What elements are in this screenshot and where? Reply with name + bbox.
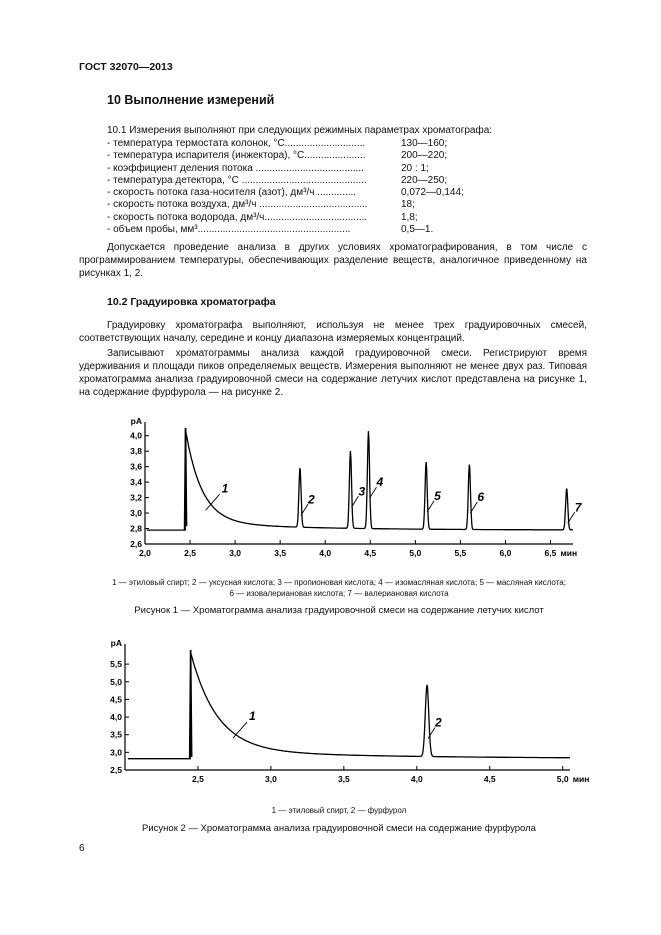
y-tick-label: 3,0 xyxy=(130,508,142,519)
x-tick-label: 3,0 xyxy=(229,548,242,558)
y-tick-label: 3,5 xyxy=(110,729,122,740)
x-tick-label: 6,0 xyxy=(499,548,512,558)
peak-label: 2 xyxy=(435,715,442,730)
param-label: - температура испарителя (инжектора), °С...................... xyxy=(107,150,366,162)
param-label: - скорость потока газа-носителя (азот), дм³/ч .............. xyxy=(107,187,357,199)
x-axis-label: мин xyxy=(572,774,590,784)
param-row xyxy=(107,186,587,198)
x-tick-label: 5,5 xyxy=(454,548,467,558)
param-value: 20 : 1; xyxy=(401,162,429,174)
param-label: - температура детектора, °С ............................................. xyxy=(107,174,367,186)
peak-label-leader xyxy=(206,494,220,510)
x-tick-label: 2,5 xyxy=(184,548,196,558)
y-tick-label: 3,8 xyxy=(130,446,142,457)
peak-label: 5 xyxy=(434,488,441,503)
peak-label: 3 xyxy=(358,484,366,499)
param-label: - коэффициент деления потока ....................................... xyxy=(107,162,364,174)
x-tick-label: 2,0 xyxy=(139,548,151,558)
param-value: 130—160; xyxy=(401,138,448,149)
param-value: 220—250; xyxy=(401,174,448,186)
y-tick-label: 2,8 xyxy=(130,523,142,534)
peak-1-spike-fall xyxy=(191,650,192,757)
figure1-legend-line2: 6 — изовалериановая кислота; 7 — валериановая кислота xyxy=(229,589,449,598)
x-tick-label: 3,5 xyxy=(337,774,350,784)
peak-label: 7 xyxy=(574,500,582,515)
param-label: - объем пробы, мм³....................................................... xyxy=(107,224,351,236)
param-row xyxy=(107,149,587,161)
x-tick-label: 4,0 xyxy=(410,774,423,784)
x-axis-label: мин xyxy=(560,548,578,558)
param-row xyxy=(107,223,587,235)
param-row xyxy=(107,162,587,174)
peak-1-spike-fall xyxy=(186,428,187,526)
paragraph-calibration: Градуировку хроматографа выполняют, используя не менее трех градуировочных смесей, соответствующих началу, середине и концу диапазона измеряемых концентраций. xyxy=(79,320,587,344)
y-tick-label: 2,6 xyxy=(130,539,142,549)
params-list xyxy=(107,124,587,235)
y-tick-label: 3,6 xyxy=(130,461,142,472)
x-tick-label: 5,0 xyxy=(556,774,569,784)
param-row xyxy=(107,211,587,223)
params-note: Допускается проведение анализа в других условиях хроматографирования, в том числе с программированием температуры, обеспечивающих разделение веществ, аналогичное приведенному на рисунках 1, 2. xyxy=(79,242,587,279)
peak-label: 1 xyxy=(249,709,256,724)
param-value: 200—220; xyxy=(401,150,448,162)
x-tick-label: 3,5 xyxy=(274,548,287,558)
y-axis-label: pA xyxy=(110,640,122,648)
x-tick-label: 4,0 xyxy=(319,548,332,558)
x-tick-label: 4,5 xyxy=(364,548,377,558)
y-tick-label: 4,0 xyxy=(130,430,142,441)
y-tick-label: 4,0 xyxy=(110,712,122,723)
y-axis-label: pA xyxy=(130,418,142,426)
y-tick-label: 3,0 xyxy=(110,747,122,758)
y-tick-label: 5,0 xyxy=(110,676,122,687)
chromatogram-trace xyxy=(128,653,570,759)
x-tick-label: 5,0 xyxy=(409,548,422,558)
peak-label-leader xyxy=(233,722,247,738)
y-tick-label: 3,2 xyxy=(130,492,142,503)
peak-label: 1 xyxy=(221,481,229,496)
param-row xyxy=(107,198,587,210)
chromatogram-trace xyxy=(147,431,573,530)
subsection-title: 10.2 Градуировка хроматографа xyxy=(107,296,276,308)
x-tick-label: 4,5 xyxy=(483,774,496,784)
param-value: 0,5—1. xyxy=(401,224,434,236)
param-label: - скорость потока водорода, дм³/ч..................................... xyxy=(107,211,368,223)
x-tick-label: 6,5 xyxy=(544,548,557,558)
param-value: 1,8; xyxy=(401,211,418,223)
param-row xyxy=(107,174,587,186)
peak-label: 4 xyxy=(376,475,384,490)
x-tick-label: 2,5 xyxy=(192,774,204,784)
figure1-caption: Рисунок 1 — Хроматограмма анализа градуировочной смеси на содержание летучих кислот xyxy=(134,605,544,616)
figure1-chart xyxy=(95,418,615,568)
doc-code: ГОСТ 32070—2013 xyxy=(79,61,173,73)
param-label: - скорость потока воздуха, дм³/ч ....................................... xyxy=(107,199,368,211)
figure2-legend: 1 — этиловый спирт, 2 — фурфурол xyxy=(271,806,407,815)
x-tick-label: 3,0 xyxy=(264,774,277,784)
param-label: - температура термостата колонок, °С............................. xyxy=(107,138,366,149)
figure2-caption: Рисунок 2 — Хроматограмма анализа градуировочной смеси на содержание фурфурола xyxy=(142,823,536,834)
params-intro: 10.1 Измерения выполняют при следующих режимных параметрах хроматографа: xyxy=(107,125,493,136)
y-tick-label: 3,4 xyxy=(130,477,142,488)
param-row xyxy=(107,137,587,149)
y-tick-label: 5,5 xyxy=(110,659,122,670)
param-value: 18; xyxy=(401,199,415,211)
y-tick-label: 2,5 xyxy=(110,765,122,775)
param-value: 0,072—0,144; xyxy=(401,187,464,199)
y-tick-label: 4,5 xyxy=(110,694,122,705)
peak-label: 6 xyxy=(477,489,485,504)
figure2-chart xyxy=(95,640,615,800)
figure1-legend-line1: 1 — этиловый спирт; 2 — уксусная кислота; 3 — пропионовая кислота; 4 — изомасляная кислота; 5 — масляная кислота; xyxy=(112,578,566,587)
paragraph-chromatograms: Записывают хроматограммы анализа каждой градуировочной смеси. Регистрируют время удерживания и площади пиков определяемых веществ. Измерения выполняют не менее двух раз. Типовая хроматограмма анализа градуировочной смеси на содержание летучих кислот представлена на рисунке 1, на содержание фурфурола — на рисунке 2. xyxy=(79,348,587,398)
page-number: 6 xyxy=(79,843,85,854)
peak-label: 2 xyxy=(307,492,315,507)
section-title: 10 Выполнение измерений xyxy=(107,93,275,107)
